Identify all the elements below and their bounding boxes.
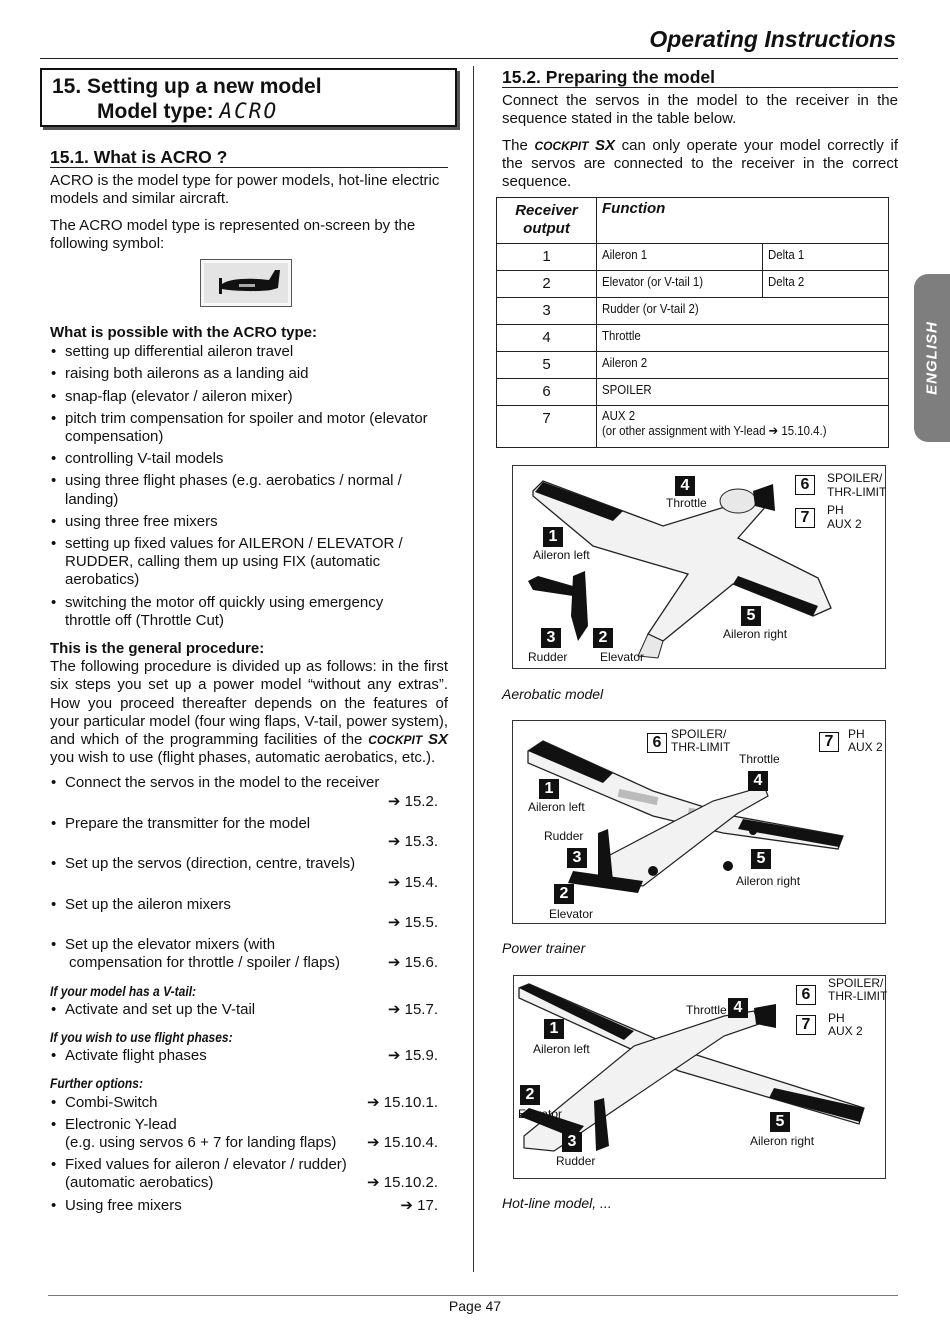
procedure-steps: [50, 774, 448, 972]
step-reference[interactable]: ➔ 15.10.4.: [367, 1133, 438, 1151]
badge-1: 1: [543, 527, 563, 547]
feature-item: • pitch trim compensation for spoiler and motor (elevator compensation): [50, 410, 448, 446]
label-aileron-right: Aileron right: [736, 874, 801, 888]
step-reference[interactable]: ➔ 15.4.: [387, 873, 438, 891]
procedure-step: • Connect the servos in the model to the receiver ➔ 15.2.: [50, 774, 448, 810]
badge-6: 6: [647, 733, 667, 753]
brand-name: COCKPIT SX: [368, 731, 448, 749]
section-152-heading: 15.2. Preparing the model: [502, 68, 898, 88]
s151-paragraph-2: The ACRO model type is represented on-screen by the following symbol:: [50, 216, 416, 252]
page-header-title: Operating Instructions: [649, 26, 896, 52]
receiver-output-table: [496, 197, 889, 448]
table-row: 2 Elevator (or V-tail 1) Delta 2: [497, 271, 889, 298]
label-aux2: AUX 2: [827, 517, 862, 531]
badge-1: 1: [544, 1019, 564, 1039]
page-number: Page 47: [448, 1298, 502, 1314]
footer-rule: [48, 1295, 898, 1296]
procedure-step: • Set up the elevator mixers (with compensation for throttle / spoiler / flaps) ➔ 15.6.: [50, 936, 448, 972]
label-ph: PH: [828, 1011, 845, 1025]
badge-6: 6: [796, 985, 816, 1005]
label-throttle: Throttle: [666, 496, 707, 510]
possible-heading: What is possible with the ACRO type:: [50, 324, 317, 342]
feature-item: • using three free mixers: [50, 513, 448, 531]
step-reference[interactable]: ➔ 15.7.: [387, 1000, 438, 1018]
feature-item: • controlling V-tail models: [50, 450, 448, 468]
brand-name: COCKPIT SX: [534, 136, 616, 154]
further-option: • Electronic Y-lead (e.g. using servos 6 + 7 for landing flaps) ➔ 15.10.4.: [50, 1116, 448, 1152]
step-reference[interactable]: ➔ 15.9.: [387, 1047, 438, 1065]
acro-plane-icon: [201, 260, 290, 305]
procedure-paragraph: The following procedure is divided up as follows: in the first six steps you set up a power model “without any extras”. How you proceed thereafter depends on the features of your particular model (four wing flaps, V-tail, power system), and which of the programming facilities of the COCKPIT SX you wish to use (flight phases, automatic aerobatics, etc.).: [50, 658, 448, 767]
step-reference[interactable]: ➔ 17.: [400, 1196, 438, 1214]
feature-item: • setting up differential aileron travel: [50, 343, 448, 361]
table-row: 1 Aileron 1 Delta 1: [497, 244, 889, 271]
section-15-title-box: [40, 68, 457, 127]
badge-4: 4: [748, 771, 768, 791]
label-throttle: Throttle: [739, 752, 780, 766]
feature-item: • using three flight phases (e.g. aerobatics / normal / landing): [50, 472, 448, 508]
badge-4: 4: [675, 476, 695, 496]
further-option: • Fixed values for aileron / elevator / rudder) (automatic aerobatics) ➔ 15.10.2.: [50, 1156, 448, 1192]
s152-paragraph-2: The COCKPIT SX can only operate your model correctly if the servos are connected to the receiver in the correct sequence.: [502, 136, 898, 191]
badge-7: 7: [796, 1015, 816, 1035]
feature-item: • raising both ailerons as a landing aid: [50, 365, 448, 383]
vtail-step: • Activate and set up the V-tail ➔ 15.7.: [50, 1001, 448, 1019]
badge-6: 6: [795, 475, 815, 495]
header-receiver-output: Receiver output: [497, 198, 597, 244]
label-aileron-left: Aileron left: [533, 1042, 590, 1056]
language-tab-label: ENGLISH: [923, 321, 941, 395]
further-option: • Using free mixers ➔ 17.: [50, 1197, 448, 1215]
badge-4: 4: [728, 998, 748, 1018]
features-list: [50, 343, 448, 630]
left-column: [50, 148, 448, 1219]
section-15-title-line2: Model type: ACRO: [97, 99, 279, 123]
right-column: [502, 68, 898, 448]
column-divider: [473, 66, 474, 1272]
label-aileron-left: Aileron left: [528, 800, 585, 814]
procedure-step: • Set up the servos (direction, centre, travels) ➔ 15.4.: [50, 855, 448, 891]
caption-hotline-model: Hot-line model, ...: [502, 1195, 612, 1211]
badge-5: 5: [770, 1112, 790, 1132]
label-elevator: Elevator: [518, 1107, 563, 1121]
phases-step: • Activate flight phases ➔ 15.9.: [50, 1047, 448, 1065]
figure-aerobatic-model: [512, 465, 886, 669]
badge-2: 2: [554, 884, 574, 904]
badge-5: 5: [751, 849, 771, 869]
badge-2: 2: [593, 628, 613, 648]
badge-3: 3: [541, 628, 561, 648]
table-row: 6 SPOILER: [497, 379, 889, 406]
s151-paragraph-1: ACRO is the model type for power models, hot-line electric models and similar aircraft.: [50, 172, 440, 208]
language-tab[interactable]: [914, 274, 950, 442]
label-thr-limit: THR-LIMIT: [671, 740, 731, 754]
badge-3: 3: [562, 1132, 582, 1152]
badge-5: 5: [741, 606, 761, 626]
feature-item: • switching the motor off quickly using emergency throttle off (Throttle Cut): [50, 594, 448, 630]
figure-power-trainer: [512, 720, 886, 924]
label-thr-limit: THR-LIMIT: [827, 485, 887, 499]
phases-heading: If you wish to use flight phases:: [50, 1028, 233, 1045]
further-options: [50, 1094, 448, 1215]
table-row: 3 Rudder (or V-tail 2): [497, 298, 889, 325]
label-rudder: Rudder: [544, 829, 584, 843]
s152-paragraph-1: Connect the servos in the model to the receiver in the sequence stated in the table below.: [502, 92, 898, 128]
step-reference[interactable]: ➔ 15.2.: [387, 792, 438, 810]
further-option: • Combi-Switch ➔ 15.10.1.: [50, 1094, 448, 1112]
label-aileron-right: Aileron right: [750, 1134, 815, 1148]
section-151-heading: 15.1. What is ACRO ?: [50, 148, 448, 168]
procedure-heading: This is the general procedure:: [50, 640, 265, 658]
model-type-acro: ACRO: [219, 99, 279, 123]
procedure-step: • Set up the aileron mixers ➔ 15.5.: [50, 896, 448, 932]
label-throttle: Throttle: [686, 1003, 727, 1017]
label-aux2: AUX 2: [848, 740, 883, 754]
table-row: 4 Throttle: [497, 325, 889, 352]
vtail-heading: If your model has a V-tail:: [50, 982, 197, 999]
table-row: 7 AUX 2 (or other assignment with Y-lead ➔ 15.10.4.): [497, 406, 889, 448]
header-rule: [40, 58, 898, 59]
step-reference[interactable]: ➔ 15.10.1.: [367, 1093, 438, 1111]
further-heading: Further options:: [50, 1075, 143, 1092]
badge-2: 2: [520, 1085, 540, 1105]
label-ph: PH: [827, 503, 844, 517]
section-15-title-line1: 15. Setting up a new model: [52, 75, 322, 98]
label-ph: PH: [848, 727, 865, 741]
label-elevator: Elevator: [600, 650, 645, 664]
label-rudder: Rudder: [556, 1154, 596, 1168]
acro-model-symbol: [200, 259, 292, 307]
label-spoiler: SPOILER/: [828, 976, 884, 990]
label-aileron-right: Aileron right: [723, 627, 788, 641]
label-spoiler: SPOILER/: [827, 471, 883, 485]
step-reference[interactable]: ➔ 15.6.: [387, 954, 438, 972]
feature-item: • setting up fixed values for AILERON / ELEVATOR / RUDDER, calling them up using FIX (automatic aerobatics): [50, 535, 448, 590]
step-reference[interactable]: ➔ 15.3.: [387, 833, 438, 851]
table-row: 5 Aileron 2: [497, 352, 889, 379]
badge-7: 7: [819, 732, 839, 752]
feature-item: • snap-flap (elevator / aileron mixer): [50, 388, 448, 406]
caption-aerobatic-model: Aerobatic model: [502, 686, 604, 702]
badge-3: 3: [567, 848, 587, 868]
phases-steps: [50, 1047, 448, 1065]
procedure-step: • Prepare the transmitter for the model ➔ 15.3.: [50, 815, 448, 851]
step-reference[interactable]: ➔ 15.10.2.: [367, 1174, 438, 1192]
step-reference[interactable]: ➔ 15.5.: [387, 913, 438, 931]
label-rudder: Rudder: [528, 650, 568, 664]
badge-1: 1: [539, 779, 559, 799]
label-aileron-left: Aileron left: [533, 548, 590, 562]
figure-hotline-model: [513, 975, 886, 1179]
label-spoiler: SPOILER/: [671, 727, 727, 741]
table-header-row: [497, 198, 889, 244]
vtail-steps: [50, 1001, 448, 1019]
badge-7: 7: [795, 508, 815, 528]
label-elevator: Elevator: [549, 907, 594, 921]
caption-power-trainer: Power trainer: [502, 940, 586, 956]
label-aux2: AUX 2: [828, 1024, 863, 1038]
header-function: Function: [597, 198, 889, 244]
label-thr-limit: THR-LIMIT: [828, 989, 888, 1003]
